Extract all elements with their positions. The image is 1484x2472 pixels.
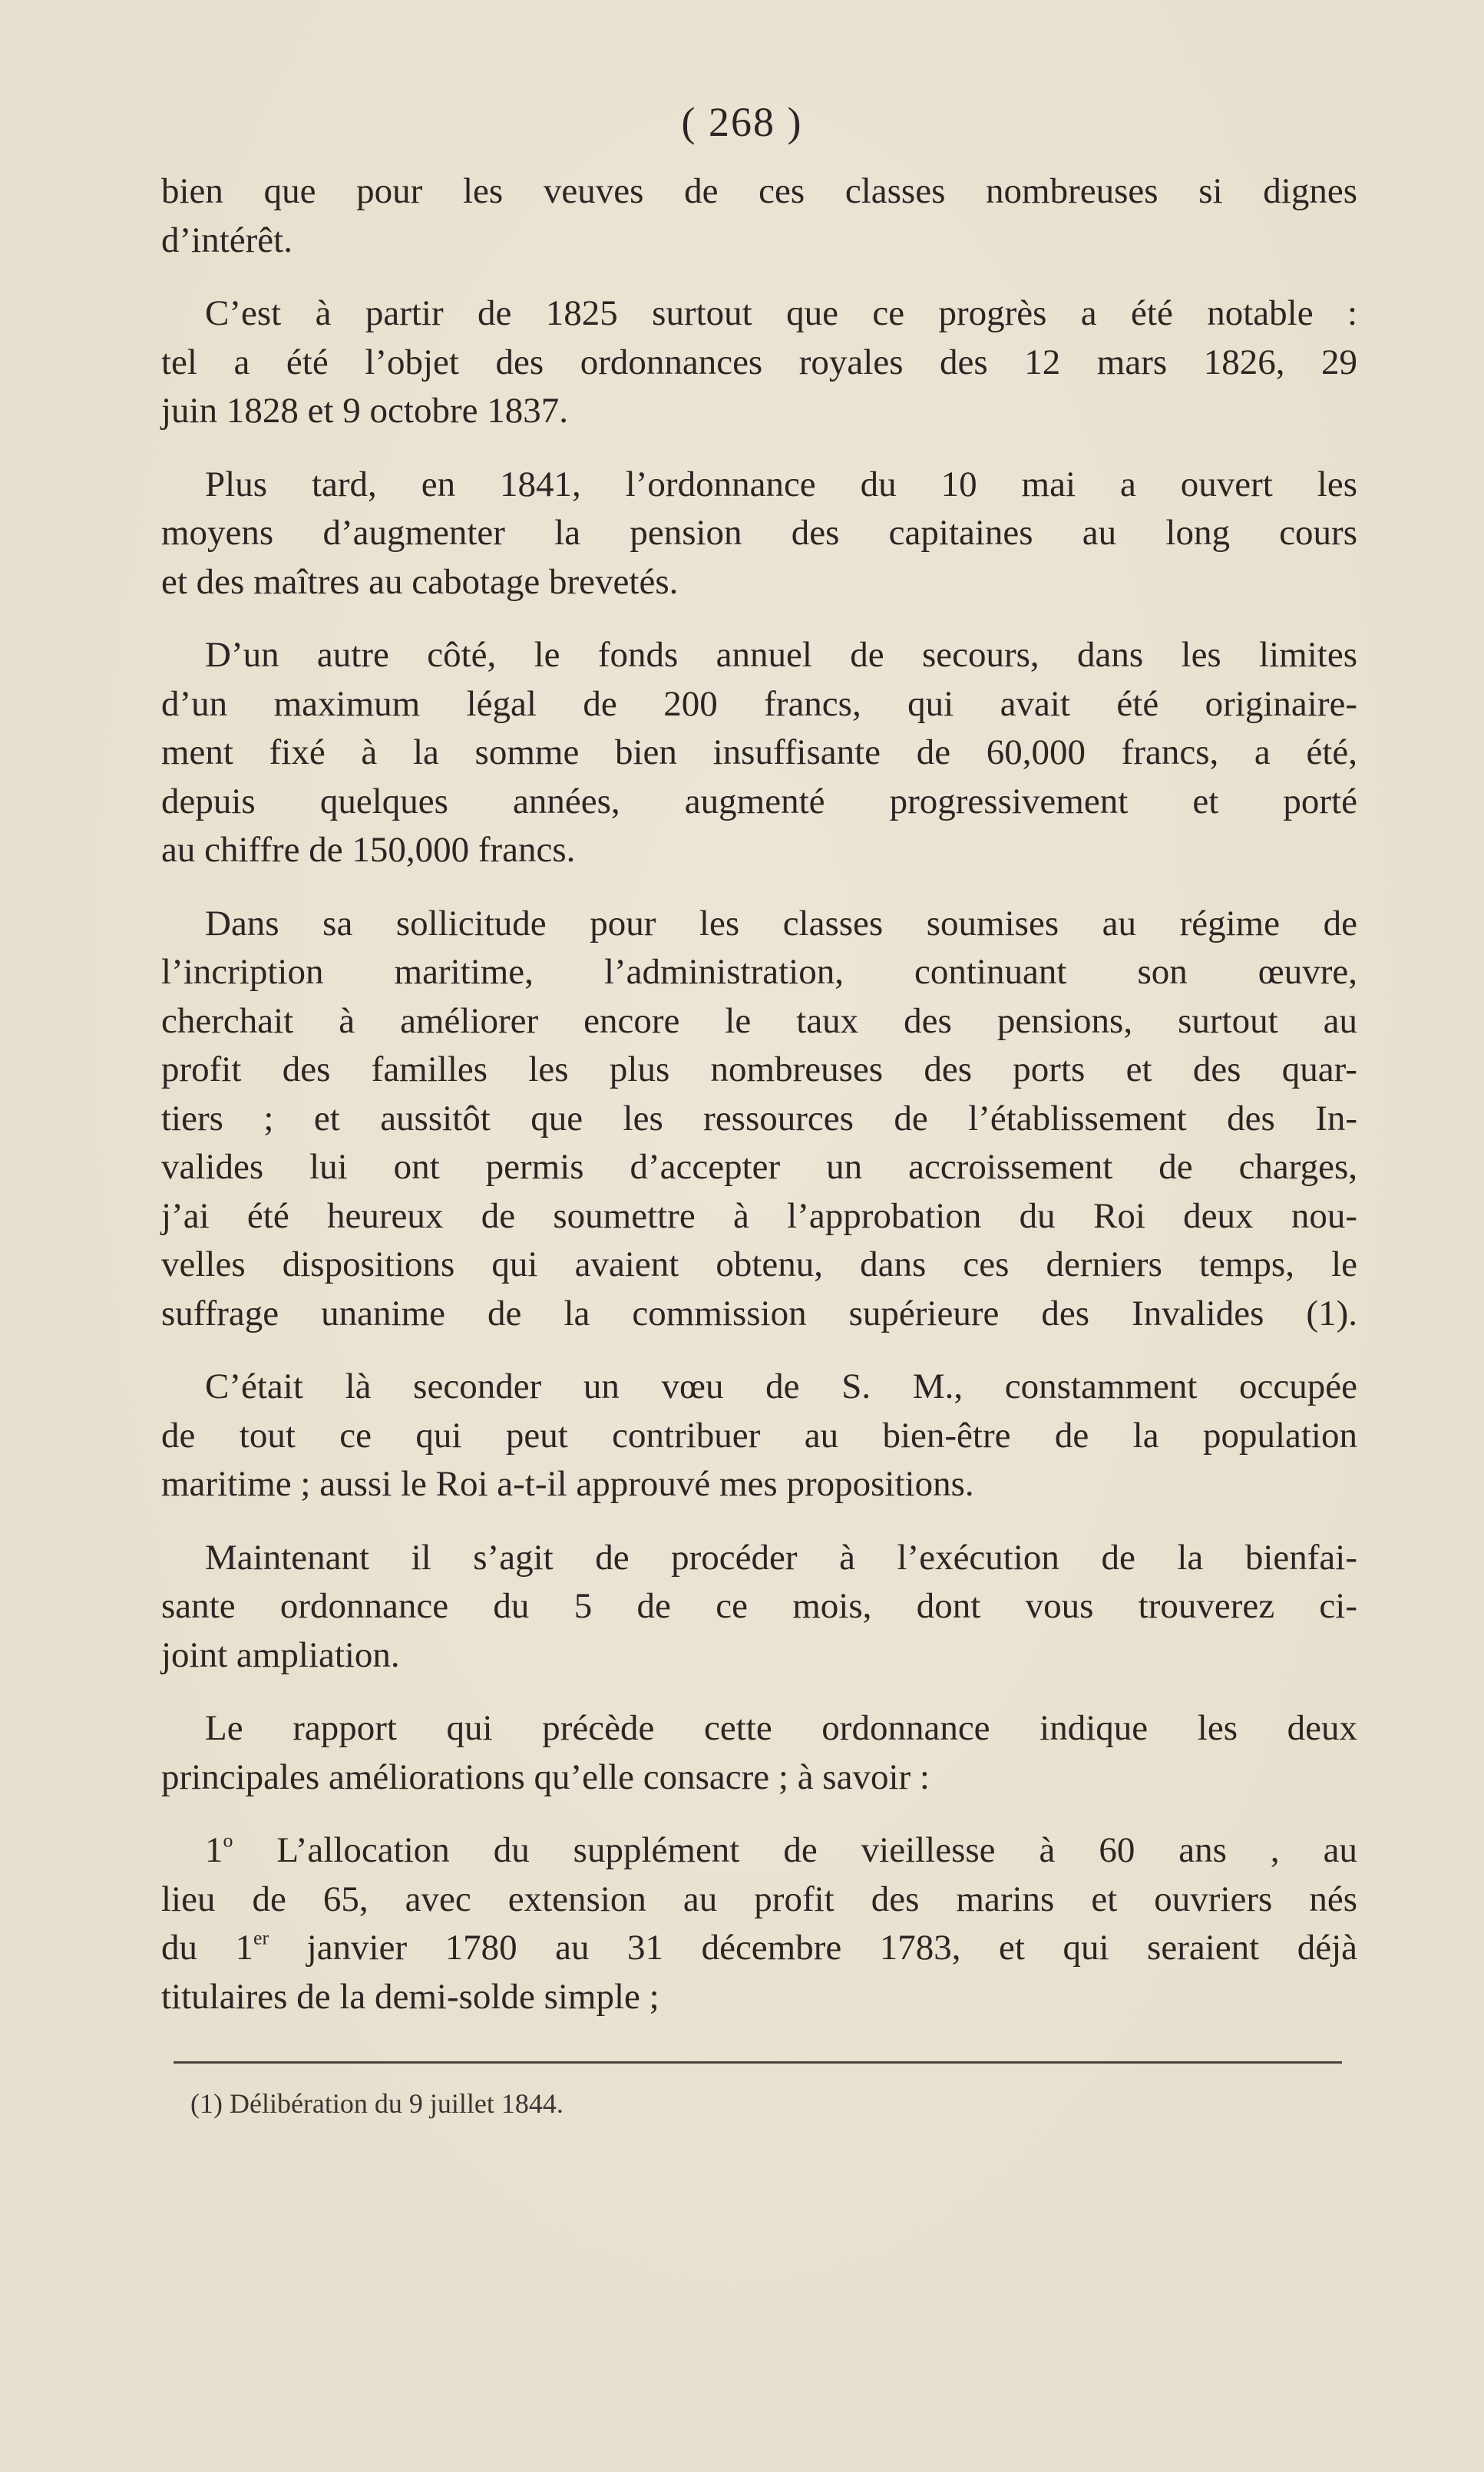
- text-line: juin 1828 et 9 octobre 1837.: [161, 391, 568, 431]
- text-line: et des maîtres au cabotage brevetés.: [161, 561, 679, 602]
- text-line: [161, 1826, 1357, 1875]
- text-line: au chiffre de 150,000 francs.: [161, 830, 576, 870]
- text-line: l’incription maritime, l’administration, continuant son œuvre,: [161, 952, 1357, 992]
- paragraph-7: [161, 1534, 1357, 1680]
- footnote: (1) Délibération du 9 juillet 1844.: [190, 2088, 564, 2119]
- numbered-item-1: [161, 1826, 1357, 2021]
- text-line: [161, 1924, 1357, 1973]
- footnote-divider: [174, 2061, 1342, 2064]
- paragraph-6: [161, 1363, 1357, 1509]
- paragraph-8: [161, 1704, 1357, 1802]
- paragraph-2: [161, 289, 1357, 436]
- text-line: j’ai été heureux de soumettre à l’approbation du Roi deux nou-: [161, 1195, 1357, 1236]
- text-line: moyens d’augmenter la pension des capitaines au long cours: [161, 513, 1357, 553]
- text-line: ment fixé à la somme bien insuffisante de 60,000 francs, a été,: [161, 732, 1357, 772]
- text-line: tel a été l’objet des ordonnances royales des 12 mars 1826, 29: [161, 342, 1357, 382]
- text-line: C’était là seconder un vœu de S. M., constamment occupée: [205, 1367, 1357, 1406]
- paragraph-5: [161, 900, 1357, 1339]
- text-line: profit des familles les plus nombreuses des ports et des quar-: [161, 1049, 1357, 1089]
- text-line: maritime ; aussi le Roi a-t-il approuvé mes propositions.: [161, 1464, 974, 1504]
- text-line: lieu de 65, avec extension au profit des marins et ouvriers nés: [161, 1879, 1357, 1919]
- text-line: de tout ce qui peut contribuer au bien-être de la population: [161, 1415, 1357, 1456]
- item-text: du 1: [161, 1928, 254, 1968]
- body-text: [161, 167, 1357, 2021]
- text-line: sante ordonnance du 5 de ce mois, dont vous trouverez ci-: [161, 1586, 1357, 1626]
- text-line: principales améliorations qu’elle consacre ; à savoir :: [161, 1757, 930, 1797]
- page-number: ( 268 ): [681, 99, 803, 145]
- item-text: janvier 1780 au 31 décembre 1783, et qui seraient déjà: [269, 1928, 1358, 1968]
- text-line: velles dispositions qui avaient obtenu, dans ces derniers temps, le: [161, 1244, 1357, 1284]
- ordinal-suffix: er: [253, 1926, 269, 1949]
- text-line: titulaires de la demi-solde simple ;: [161, 1976, 659, 2017]
- text-line: Dans sa sollicitude pour les classes soumises au régime de: [205, 903, 1357, 944]
- text-line: D’un autre côté, le fonds annuel de secours, dans les limites: [205, 635, 1357, 675]
- paragraph-3: [161, 461, 1357, 607]
- text-line: depuis quelques années, augmenté progressivement et porté: [161, 781, 1357, 821]
- text-line: joint ampliation.: [161, 1634, 400, 1675]
- text-line: Maintenant il s’agit de procéder à l’exécution de la bienfai-: [205, 1537, 1357, 1578]
- item-text: L’allocation du supplément de vieillesse à 60 ans , au: [233, 1830, 1357, 1870]
- text-line: d’intérêt.: [161, 220, 293, 260]
- ordinal-suffix: o: [223, 1829, 233, 1852]
- text-line: Le rapport qui précède cette ordonnance indique les deux: [205, 1708, 1357, 1748]
- text-line: Plus tard, en 1841, l’ordonnance du 10 mai a ouvert les: [205, 464, 1357, 504]
- paragraph-4: [161, 631, 1357, 875]
- item-number: 1: [205, 1830, 223, 1870]
- text-line: C’est à partir de 1825 surtout que ce progrès a été notable :: [205, 293, 1357, 333]
- text-line: cherchait à améliorer encore le taux des pensions, surtout au: [161, 1000, 1357, 1041]
- text-line: tiers ; et aussitôt que les ressources de l’établissement des In-: [161, 1098, 1357, 1139]
- paragraph-1: [161, 167, 1357, 265]
- text-line: bien que pour les veuves de ces classes nombreuses si dignes: [161, 171, 1357, 211]
- text-line: suffrage unanime de la commission supérieure des Invalides (1).: [161, 1293, 1357, 1333]
- text-line: valides lui ont permis d’accepter un accroissement de charges,: [161, 1147, 1357, 1187]
- text-line: d’un maximum légal de 200 francs, qui avait été originaire-: [161, 683, 1357, 724]
